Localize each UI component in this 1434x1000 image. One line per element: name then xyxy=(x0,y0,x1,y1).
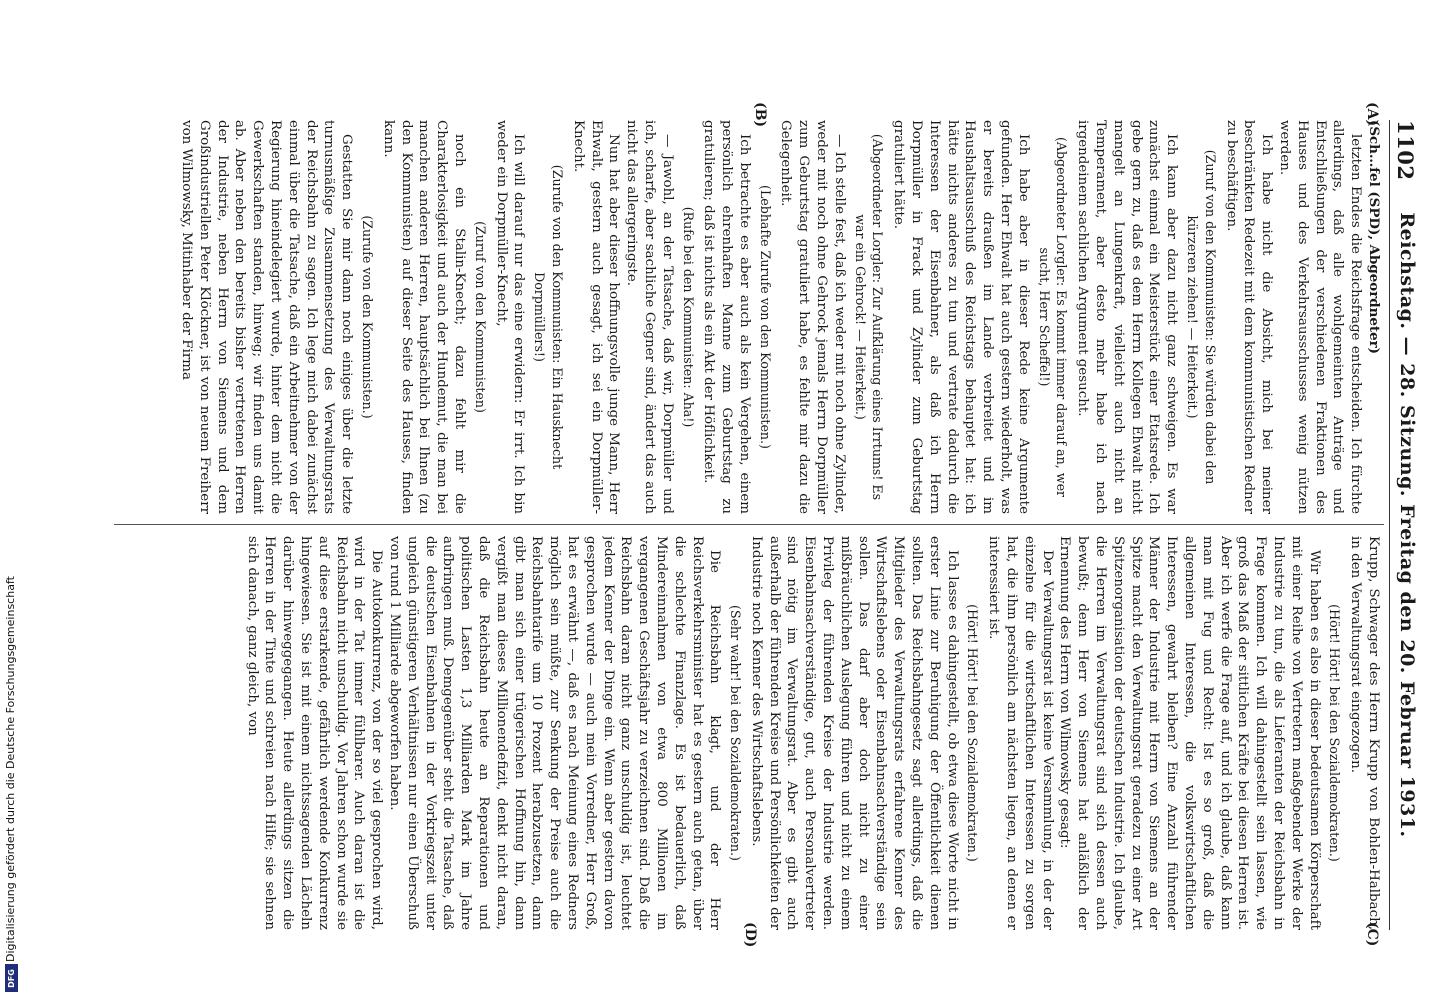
rotated-document-page xyxy=(108,100,1418,950)
interjection: (Zurufe von den Kommunisten: Ein Hausknecht Dorpmüllers!) xyxy=(532,164,565,470)
margin-letter-c: (C) xyxy=(1364,922,1380,947)
dfg-logo-text: DFG xyxy=(7,968,17,988)
interjection: (Zuruf von den Kommunisten: Sie würden dabei den kürzeren ziehen! — Heiterkeit.) xyxy=(1185,149,1218,485)
interjection: (Abgeordneter Lorgler: Es kommt immer darauf an, wer sucht, Herr Scheffel!) xyxy=(1036,136,1070,498)
paragraph: — Ich stelle fest, daß ich weder mit noch ohne Zylinder, weder mit noch ohne Gehrock jemals Herrn Dorpmüller zum Geburtstag gratuliert habe, es fehlte mir dazu die Gelegenheit. xyxy=(778,120,847,514)
paragraph: Ich will darauf nur das eine erwidern: Er irrt. Ich bin weder ein Dorpmüller-Knecht, xyxy=(493,120,527,514)
paragraph: letzten Endes die Reichsfrage entscheiden. Ich fürchte allerdings, daß alle wohlgemeinten Anträge und Entschließungen der verschiedenen Fraktionen des Hauses und des Verkehrsausschusses wenig nützen werden. xyxy=(1277,120,1364,514)
interjection: (Zuruf von den Kommunisten) xyxy=(472,221,488,413)
interjection: (Sehr wahr! bei den Sozialdemokraten.) xyxy=(728,605,744,861)
paragraph: Krupp, Schwager des Herrn Krupp von Bohlen-Halbach, in den Verwaltungsrat eingezogen. xyxy=(1348,536,1381,930)
interjection: (Hört! Hört! bei den Sozialdemokraten.) xyxy=(1327,604,1343,862)
speaker-label: (Sch…fel (SPD), Abgeordneter) xyxy=(1366,120,1382,354)
paragraph: noch ein Stalin-Knecht; dazu fehlt mir die Charakterlosigkeit und auch der Hundemut, die man bei manchen anderen Herren, hauptsächlich bei Ihnen (zu den Kommunisten) auf dieser Seite des Hauses, finden kann. xyxy=(380,120,467,514)
interjection: (Rufe bei den Kommunisten: Aha!) xyxy=(680,206,696,428)
paragraph: Die Autokonkurrenz, von der so viel gesprochen wird, wird in der Tat immer fühlbarer. Auch daran ist die Reichsbahn nicht unschuldig. Vor Jahren schon wurde sie auf diese erstarkende, gefährlich werdende Konkurrenz hingewiesen. Sie ist mit einem nichtssagenden Lächeln darüber hinweggegangen. Heute allerdings sitzen die Herren in der Tinte und schreien nach Hilfe; sie sehnen sich danach, ganz gleich, von xyxy=(244,536,385,930)
interjection: (Hört! Hört! bei den Sozialdemokraten.) xyxy=(965,604,981,862)
dfg-logo xyxy=(5,964,18,992)
paragraph: — Jawohl, an der Tatsache, daß wir, Dorpmüller und ich, scharfe, aber sachliche Gegner sind, ändert das auch nicht das allergeringste. xyxy=(624,120,675,514)
digitization-footer xyxy=(0,0,28,1000)
paragraph: Nun hat aber dieser hoffnungsvolle junge Mann, Herr Ehwalt, gestern auch gesagt, ich sei ein Dorpmüller-Knecht. xyxy=(570,120,622,514)
paragraph: Ich habe nicht die Absicht, mich bei meiner beschränkten Redezeit mit dem kommunistischen Redner zu beschäftigen. xyxy=(1223,120,1275,514)
right-text-column xyxy=(114,536,1382,930)
margin-letter-d: (D) xyxy=(742,922,758,948)
column-divider xyxy=(114,524,1384,525)
paragraph: Gestatten Sie mir dann noch einiges über die letzte turnusmäßige Zusammensetzung des Verwaltungsrats der Reichsbahn zu sagen. Ich lege mich dabei zunächst einmal über die Tatsache, daß ein Arbeitnehmer von der Regierung hineindelegiert wurde, hinter dem nicht die Gewerkschaften standen, hinweg; wir finden uns damit ab. Aber neben den bereits bisher vertretenen Herren der Industrie, neben Herrn von Siemens und dem Großindustriellen Peter Klöckner, ist von neuem Freiherr von Wilmowsky, Mitinhaber der Firma xyxy=(179,120,355,514)
paragraph: Ich habe aber in dieser Rede keine Argumente gefunden. Herr Ehwalt hat auch gestern wiederholt, was er bereits draußen im Lande verbreitet und im Haushaltsausschuß des Reichstags behauptet hat: ich hätte nichts anderes zu tun und vertrate dadurch die Interessen der Eisenbahner, als daß ich Herrn Dorpmüller in Frack und Zylinder zum Geburtstag gratuliert hätte. xyxy=(891,120,1031,514)
interjection: (Lebhafte Zurufe von den Kommunisten.) xyxy=(757,185,773,449)
paragraph: Die Reichsbahn klagt, und der Herr Reichsverkehrsminister hat es gestern auch getan, über die schlechte Finanzlage. Es ist bedauerlich, daß Mindereinnahmen von etwa 800 Millionen im vergangenen Geschäftsjahr zu verzeichnen sind. Daß die Reichsbahn daran nicht ganz unschuldig ist, leuchtet jedem Kenner der Dinge ein. Wenn aber gestern davon gesprochen wurde — auch mein Vorredner, Herr Groß, hat es erwähnt —, daß es nach Meinung eines Redners möglich sein müßte, zur Senkung der Preise auch die Reichsbahntarife um 10 Prozent herabzusetzen, dann gibt man sich einer trügerischen Hoffnung hin, dann vergißt man dieses Millionendefizit, denkt nicht daran, daß die Reichsbahn heute an Reparationen und politischen Lasten 1,3 Milliarden Mark im Jahre aufbringen muß. Demgegenüber steht die Tatsache, daß die deutschen Eisenbahnen in der Vorkriegszeit unter ungleich günstigeren Verhältnissen nur einen Überschuß von rund 1 Milliarde abgeworfen haben. xyxy=(386,536,723,930)
paragraph: Ich betrachte es aber auch als kein Vergehen, einem persönlich ehrenhaften Manne zum Geburtstag zu gratulieren; daß ist nichts als ein Akt der Höflichkeit. xyxy=(701,120,752,514)
footer-credit-text: Digitalisierung gefördert durch die Deutsche Forschungsgemeinschaft xyxy=(4,576,17,962)
page-number: 1102 xyxy=(1393,120,1418,181)
paragraph: Der Verwaltungsrat ist keine Versammlung, in der der einzelne für die wirtschaftlichen Interessen zu sorgen hat, die ihm persönlich am nächsten liegen, an denen er interessiert ist. xyxy=(986,536,1055,930)
left-text-column xyxy=(114,120,1382,514)
page-header xyxy=(1389,120,1418,930)
page-title: Reichstag. — 28. Sitzung. Freitag den 20. Februar 1931. xyxy=(1396,212,1418,838)
paragraph: Ich kann aber dazu nicht ganz schweigen. Es war zunächst einmal ein Meisterstück einer Etatsrede. Ich gebe gern zu, daß es dem Herrn Kollegen Ehwalt nicht mangelt an Lungenkraft, vielleicht auch nicht an Temperament, aber desto mehr habe ich nach irgendeinem sachlichen Argument gesucht. xyxy=(1075,120,1180,514)
margin-letter-a: (A) xyxy=(1364,102,1380,127)
margin-letter-b: (B) xyxy=(752,102,768,128)
paragraph: Ich lasse es dahingestellt, ob etwa diese Worte nicht in erster Linie zur Beruhigung der Öffentlichkeit dienen sollten. Das Reichsbahngesetz sagt allerdings, daß die Mitglieder des Verwaltungsrats erfahrene Kenner des Wirtschaftslebens oder Eisenbahnsachverständige sein sollen. Das darf aber doch nicht zu einer mißbräuchlichen Auslegung führen und nicht zu einem Privileg der führenden Kreise der Industrie werden. Eisenbahnsachverständige, gut, auch Personalvertreter sind nötig im Verwaltungsrat. Aber es gibt auch außerhalb der führenden Kreise und Persönlichkeiten der Industrie noch Kenner des Wirtschaftslebens. xyxy=(748,536,960,930)
paragraph: Wir haben es also in dieser bedeutsamen Körperschaft mit einer Reihe von Vertretern maßgebender Werke der Industrie zu tun, die als Lieferanten der Reichsbahn in Frage kommen. Ich will dahingestellt sein lassen, wie groß das Maß der sittlichen Kräfte bei diesen Herren ist. Aber ich werfe die Frage auf, und ich glaube, daß kann man mit Fug und Recht: Ist es so groß, daß die allgemeinen Interessen, die volkswirtschaftlichen Interessen, gewahrt bleiben? Eine Anzahl führender Männer der Industrie mit Herrn von Siemens an der Spitze macht den Verwaltungsrat geradezu zu einer Art Spitzenorganisation der deutschen Industrie. Ich glaube, die Herren im Verwaltungsrat sind sich dessen auch bewußt; denn Herr von Siemens hat anläßlich der Ernennung des Herrn von Wilmowsky gesagt: xyxy=(1057,536,1322,930)
interjection: (Abgeordneter Lorgler: Zur Aufklärung eines Irrtums! Es war ein Gehrock! — Heiterkeit.) xyxy=(852,133,886,501)
interjection: (Zurufe von den Kommunisten.) xyxy=(359,215,375,419)
